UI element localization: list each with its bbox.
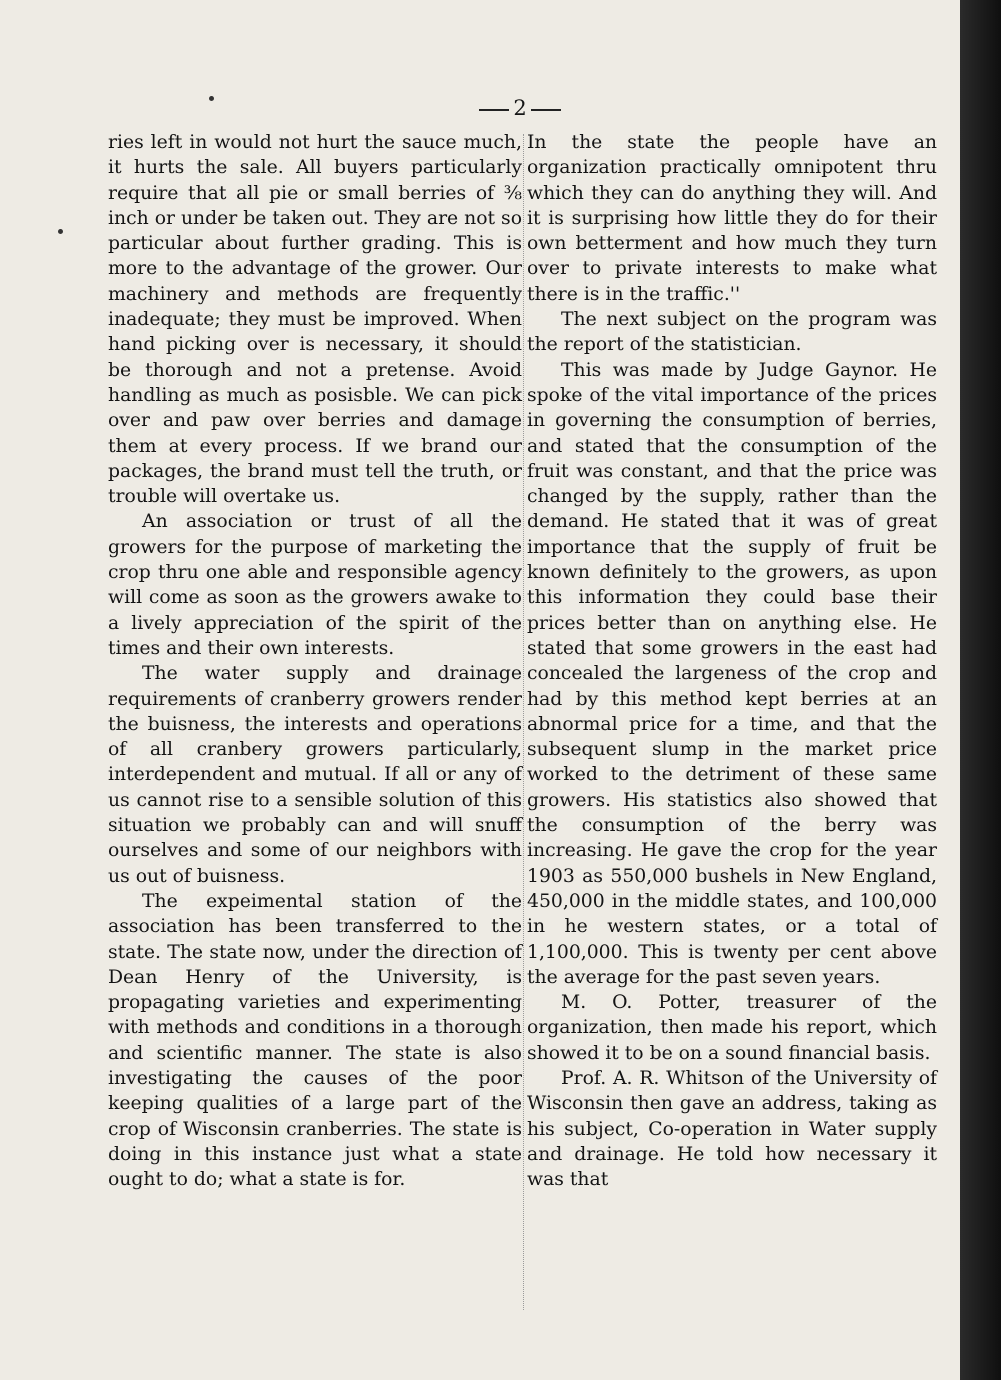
paragraph: The expeimental station of the association has been transferred to the state. The state now, under the direction of Dean Henry of the University, is propagating varieties and experimenting with methods and conditions in a thorough and scientific manner. The state is also investigating the causes of the poor keeping qualities of a large part of the crop of Wisconsin cranberries. The state is doing in this instance just what a state ought to do; what a state is for. (108, 890, 522, 1191)
paragraph: ries left in would not hurt the sauce much, it hurts the sale. All buyers particularly require that all pie or small berries of ⅜ inch or under be taken out. They are not so particular about further grading. This is more to the advantage of the grower. Our machinery and methods are frequently inadequate; they must be improved. When hand picking over is necessary, it should be thorough and not a pretense. Avoid handling as much as posisble. We can pick over and paw over berries and damage them at every process. If we brand our packages, the brand must tell the truth, or trouble will overtake us. (108, 132, 522, 508)
paragraph: M. O. Potter, treasurer of the organization, then made his report, which showed it to be on a sound financial basis. (527, 992, 937, 1064)
left-column (108, 130, 522, 1192)
scan-border (960, 0, 1001, 1380)
paragraph: Prof. A. R. Whitson of the University of Wisconsin then gave an address, taking as his subject, Co-operation in Water supply and drainage. He told how necessary it was that (527, 1067, 937, 1191)
ink-speck (58, 229, 63, 234)
paragraph: An association or trust of all the growers for the purpose of marketing the crop thru one able and responsible agency will come as soon as the growers awake to a lively appreciation of the spirit of the times and their own interests. (108, 511, 522, 659)
right-column (527, 130, 937, 1192)
paragraph: The water supply and drainage requirements of cranberry growers render the buisness, the interests and operations of all cranbery growers particularly, interdependent and mutual. If all or any of us cannot rise to a sensible solution of this situation we probably can and will snuff ourselves and some of our neighbors with us out of buisness. (108, 663, 522, 887)
paragraph: The next subject on the program was the report of the statistician. (527, 309, 937, 356)
paragraph: This was made by Judge Gaynor. He spoke of the vital importance of the prices in governing the consumption of berries, and stated that the consumption of the fruit was constant, and that the price was changed by the supply, rather than the demand. He stated that it was of great importance that the supply of fruit be known definitely to the growers, as upon this information they could base their prices better than on anything else. He stated that some growers in the east had concealed the largeness of the crop and had by this method kept berries at an abnormal price for a time, and that the subsequent slump in the market price worked to the detriment of these same growers. His statistics also showed that the consumption of the berry was increasing. He gave the crop for the year 1903 as 550,000 bushels in New England, 450,000 in the middle states, and 100,000 in he western states, or a total of 1,100,000. This is twenty per cent above the average for the past seven years. (527, 359, 937, 988)
paragraph: In the state the people have an organization practically omnipotent thru which they can do anything they will. And it is surprising how little they do for their own betterment and how much they turn over to private interests to make what there is in the traffic.'' (527, 132, 937, 305)
page-number: 2 (0, 96, 960, 120)
column-divider (523, 134, 524, 1310)
